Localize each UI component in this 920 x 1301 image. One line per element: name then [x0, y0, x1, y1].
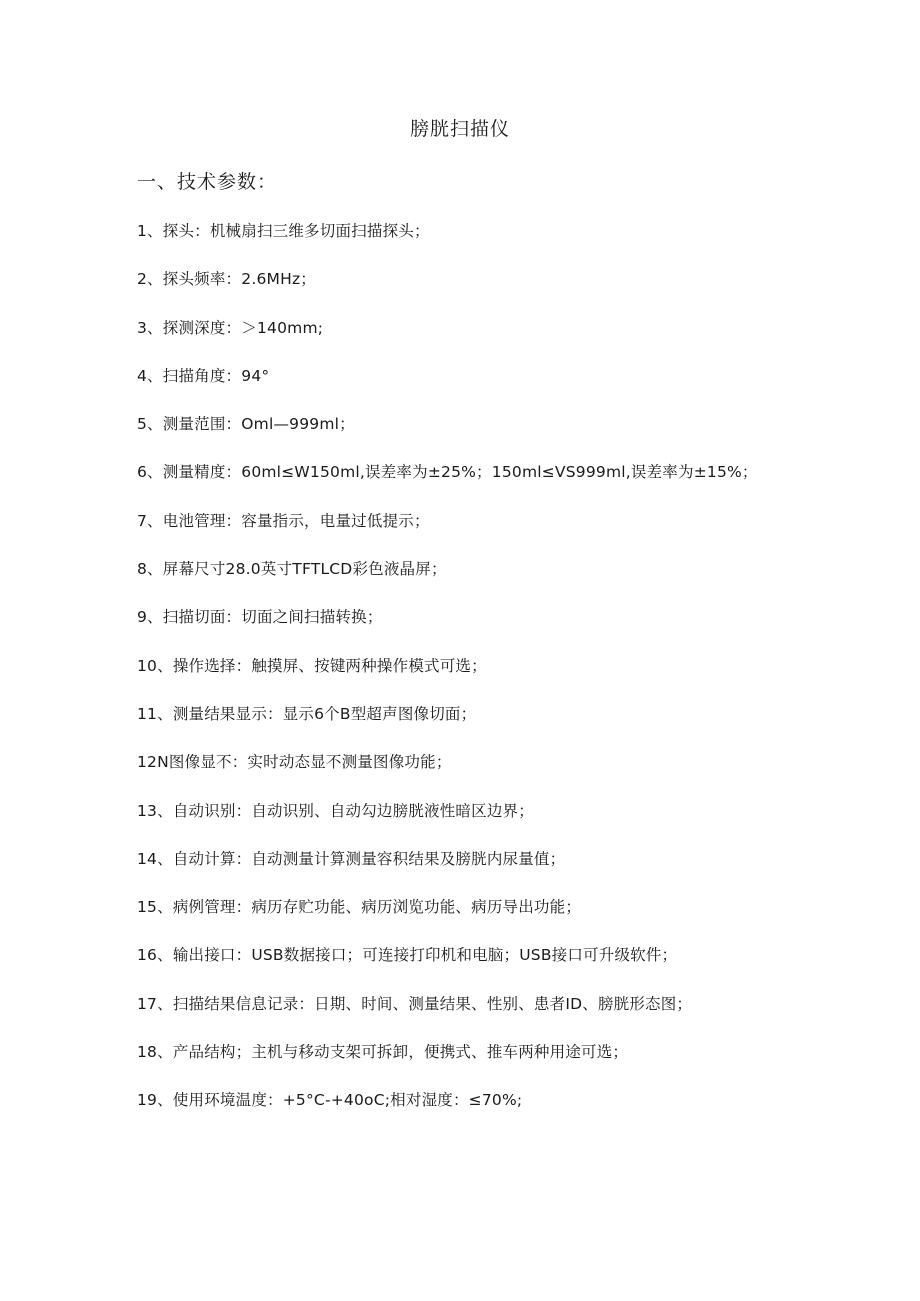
- parameter-item: 10、操作选择：触摸屏、按键两种操作模式可选；: [137, 656, 487, 675]
- section-heading: 一、技术参数：: [137, 171, 278, 193]
- parameter-item: 3、探测深度：＞140mm;: [137, 318, 324, 337]
- parameter-item: 1、探头：机械扇扫三维多切面扫描探头；: [137, 222, 430, 240]
- parameter-item: 18、产品结构；主机与移动支架可拆卸，便携式、推车两种用途可选；: [137, 1043, 629, 1062]
- parameter-list: [137, 219, 837, 1137]
- parameter-item: 11、测量结果显示：显示6个B型超声图像切面；: [137, 704, 477, 723]
- parameter-item: 17、扫描结果信息记录：日期、时间、测量结果、性别、患者ID、膀胱形态图；: [137, 994, 693, 1013]
- parameter-item: 4、扫描角度：94°: [137, 366, 270, 385]
- parameter-item: 7、电池管理：容量指示，电量过低提示；: [137, 511, 430, 530]
- parameter-item: 6、测量精度：60ml≤W150ml,误差率为±25%；150ml≤VS999ml,误差率为±15%；: [137, 463, 758, 482]
- document-title: 膀胱扫描仪: [409, 118, 510, 140]
- parameter-item: 2、探头频率：2.6MHz；: [137, 270, 316, 289]
- parameter-item: 14、自动计算：自动测量计算测量容积结果及膀胱内尿量值；: [137, 849, 566, 868]
- parameter-item: 13、自动识别：自动识别、自动勾边膀胱液性暗区边界；: [137, 801, 534, 820]
- parameter-item: 8、屏幕尺寸28.0英寸TFTLCD彩色液晶屏；: [137, 560, 447, 579]
- parameter-item: 5、测量范围：Oml—999ml；: [137, 415, 355, 434]
- parameter-item: 12N图像显不：实时动态显不测量图像功能；: [137, 753, 452, 772]
- parameter-item: 9、扫描切面：切面之间扫描转换；: [137, 608, 383, 627]
- parameter-item: 16、输出接口：USB数据接口；可连接打印机和电脑；USB接口可升级软件；: [137, 946, 678, 965]
- parameter-item: 15、病例管理：病历存贮功能、病历浏览功能、病历导出功能；: [137, 898, 582, 917]
- parameter-item: 19、使用环境温度：+5°C-+40oC;相对湿度：≤70%;: [137, 1091, 523, 1110]
